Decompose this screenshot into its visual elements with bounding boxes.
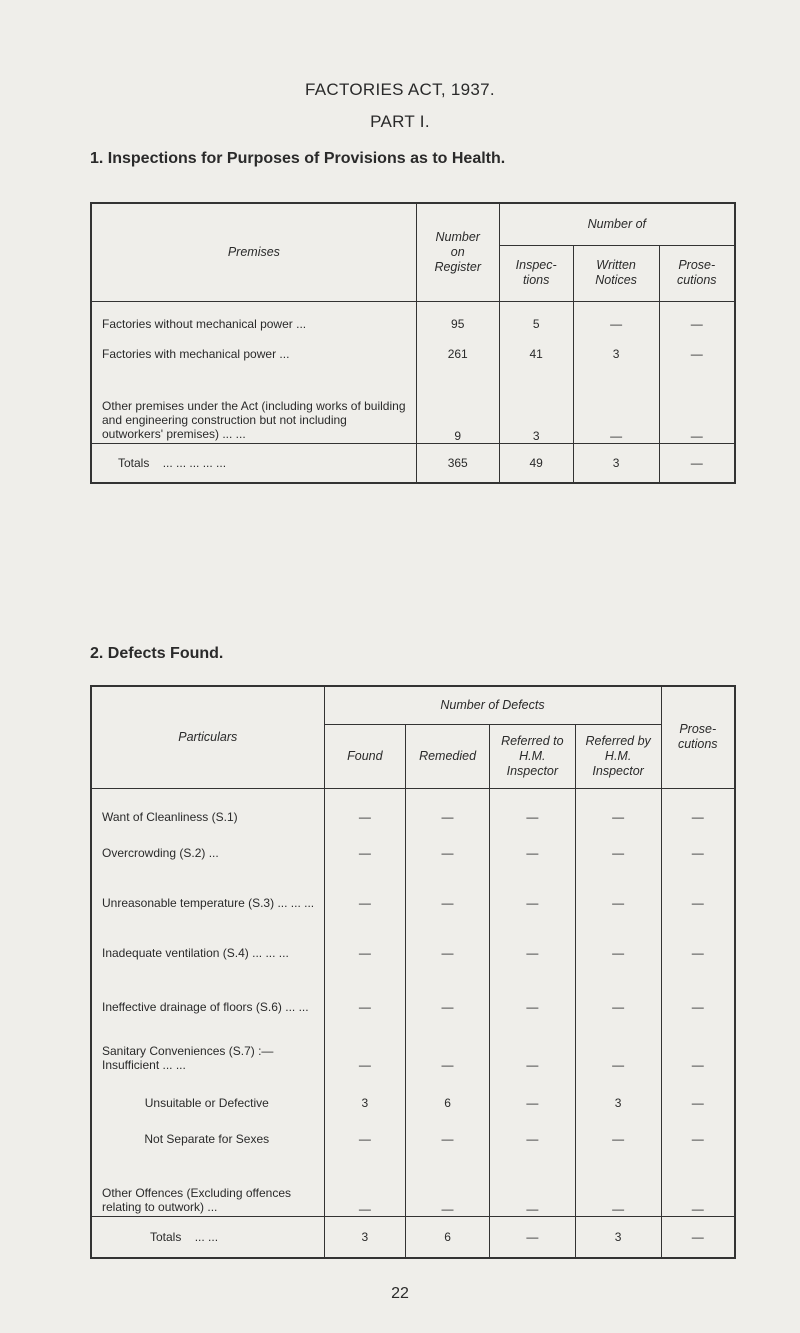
prosecutions-cell: — <box>691 810 704 824</box>
written-notices-header: Written Notices <box>573 245 659 301</box>
remedied-cell: — <box>406 860 490 910</box>
row-label: Factories with mechanical power ... <box>91 331 416 361</box>
premises-header: Premises <box>91 203 416 301</box>
row-label: Other premises under the Act (including works of building and engineering construction but not including outworkers' premises) ... ... <box>91 361 416 443</box>
remedied-cell: — <box>406 1146 490 1216</box>
referred-to-cell: — <box>489 910 575 960</box>
found-header: Found <box>324 724 406 788</box>
prosecutions-cell: — <box>691 896 704 910</box>
number-of-defects-header: Number of Defects <box>324 686 661 724</box>
row-label: Ineffective drainage of floors (S.6) ... ... <box>91 960 324 1014</box>
remedied-cell: — <box>406 910 490 960</box>
found-cell: — <box>324 860 406 910</box>
prosecutions-cell: — <box>691 1132 704 1146</box>
prosecutions-header: Prose- cutions <box>659 245 735 301</box>
referred-by-header: Referred by H.M. Inspector <box>575 724 661 788</box>
notices-total: 3 <box>573 443 659 483</box>
table-row <box>91 331 735 361</box>
inspections-total: 49 <box>499 443 573 483</box>
table-row <box>91 860 735 910</box>
number-of-header: Number of <box>499 203 735 245</box>
referred-by-cell: 3 <box>575 1072 661 1110</box>
inspections-cell: 5 <box>499 301 573 331</box>
found-cell: — <box>324 824 406 860</box>
remedied-cell: 6 <box>406 1072 490 1110</box>
prosecutions-cell: — <box>691 946 704 960</box>
remedied-cell: — <box>406 824 490 860</box>
referred-to-cell: — <box>489 788 575 824</box>
referred-to-total: — <box>489 1216 575 1258</box>
referred-to-cell: — <box>489 1072 575 1110</box>
remedied-cell: — <box>406 1110 490 1146</box>
prosecutions-cell: — <box>690 317 703 331</box>
referred-by-total: 3 <box>575 1216 661 1258</box>
table-row <box>91 1146 735 1216</box>
remedied-header: Remedied <box>406 724 490 788</box>
referred-by-cell: — <box>575 910 661 960</box>
notices-cell: 3 <box>573 331 659 361</box>
found-total: 3 <box>324 1216 406 1258</box>
referred-by-cell: — <box>575 1146 661 1216</box>
prosecutions-cell: — <box>690 428 703 443</box>
row-label: Unreasonable temperature (S.3) ... ... ... <box>91 860 324 910</box>
inspections-cell: 3 <box>499 361 573 443</box>
prosecutions-cell: — <box>691 846 704 860</box>
table-row <box>91 1014 735 1072</box>
totals-row <box>91 1216 735 1258</box>
table-row <box>91 910 735 960</box>
remedied-cell: — <box>406 960 490 1014</box>
found-cell: — <box>324 1110 406 1146</box>
remedied-cell: — <box>406 788 490 824</box>
found-cell: 3 <box>324 1072 406 1110</box>
referred-by-cell: — <box>575 960 661 1014</box>
document-title: FACTORIES ACT, 1937. <box>305 80 495 99</box>
referred-to-cell: — <box>489 1014 575 1072</box>
found-cell: — <box>324 788 406 824</box>
prosecutions-cell: — <box>691 1000 704 1014</box>
inspections-header: Inspec- tions <box>499 245 573 301</box>
row-label: Unsuitable or Defective <box>91 1072 324 1110</box>
row-label: Sanitary Conveniences (S.7) :— Insufficient ... ... <box>91 1014 324 1072</box>
referred-to-cell: — <box>489 1110 575 1146</box>
register-total: 365 <box>416 443 499 483</box>
prosecutions-total: — <box>659 443 735 483</box>
inspections-cell: 41 <box>499 331 573 361</box>
inspections-table <box>90 202 736 484</box>
referred-by-cell: — <box>575 1110 661 1146</box>
table-row <box>91 788 735 824</box>
section-1-heading: 1. Inspections for Purposes of Provisions as to Health. <box>90 150 506 167</box>
found-cell: — <box>324 1014 406 1072</box>
found-cell: — <box>324 960 406 1014</box>
section-2-heading: 2. Defects Found. <box>90 645 224 662</box>
prosecutions-header: Prose- cutions <box>661 686 735 788</box>
table-row <box>91 1072 735 1110</box>
row-label: Overcrowding (S.2) ... <box>91 824 324 860</box>
row-label: Not Separate for Sexes <box>91 1110 324 1146</box>
register-cell: 261 <box>416 331 499 361</box>
referred-to-cell: — <box>489 1146 575 1216</box>
row-label: Factories without mechanical power ... <box>91 301 416 331</box>
prosecutions-cell: — <box>690 347 703 361</box>
table-row <box>91 960 735 1014</box>
prosecutions-total: — <box>661 1216 735 1258</box>
row-label: Want of Cleanliness (S.1) <box>91 788 324 824</box>
table-row <box>91 1110 735 1146</box>
prosecutions-cell: — <box>691 1201 704 1216</box>
register-cell: 95 <box>416 301 499 331</box>
row-label: Other Offences (Excluding offences relating to outwork) ... <box>91 1146 324 1216</box>
remedied-total: 6 <box>406 1216 490 1258</box>
totals-label: Totals ... ... ... ... ... <box>91 443 416 483</box>
referred-to-cell: — <box>489 960 575 1014</box>
row-label: Inadequate ventilation (S.4) ... ... ... <box>91 910 324 960</box>
page-number: 22 <box>391 1285 409 1302</box>
particulars-header: Particulars <box>91 686 324 788</box>
remedied-cell: — <box>406 1014 490 1072</box>
referred-by-cell: — <box>575 788 661 824</box>
referred-to-cell: — <box>489 824 575 860</box>
register-cell: 9 <box>416 361 499 443</box>
notices-cell: — <box>573 361 659 443</box>
prosecutions-cell: — <box>691 1096 704 1110</box>
referred-by-cell: — <box>575 824 661 860</box>
notices-cell: — <box>573 301 659 331</box>
referred-to-header: Referred to H.M. Inspector <box>489 724 575 788</box>
found-cell: — <box>324 910 406 960</box>
referred-to-cell: — <box>489 860 575 910</box>
referred-by-cell: — <box>575 1014 661 1072</box>
prosecutions-cell: — <box>691 1058 704 1072</box>
table-row <box>91 824 735 860</box>
table-row <box>91 361 735 443</box>
totals-label: Totals ... ... <box>91 1216 324 1258</box>
register-header: Number on Register <box>416 203 499 301</box>
referred-by-cell: — <box>575 860 661 910</box>
totals-row <box>91 443 735 483</box>
table-row <box>91 301 735 331</box>
defects-table <box>90 685 736 1259</box>
found-cell: — <box>324 1146 406 1216</box>
part-heading: PART I. <box>370 112 430 131</box>
